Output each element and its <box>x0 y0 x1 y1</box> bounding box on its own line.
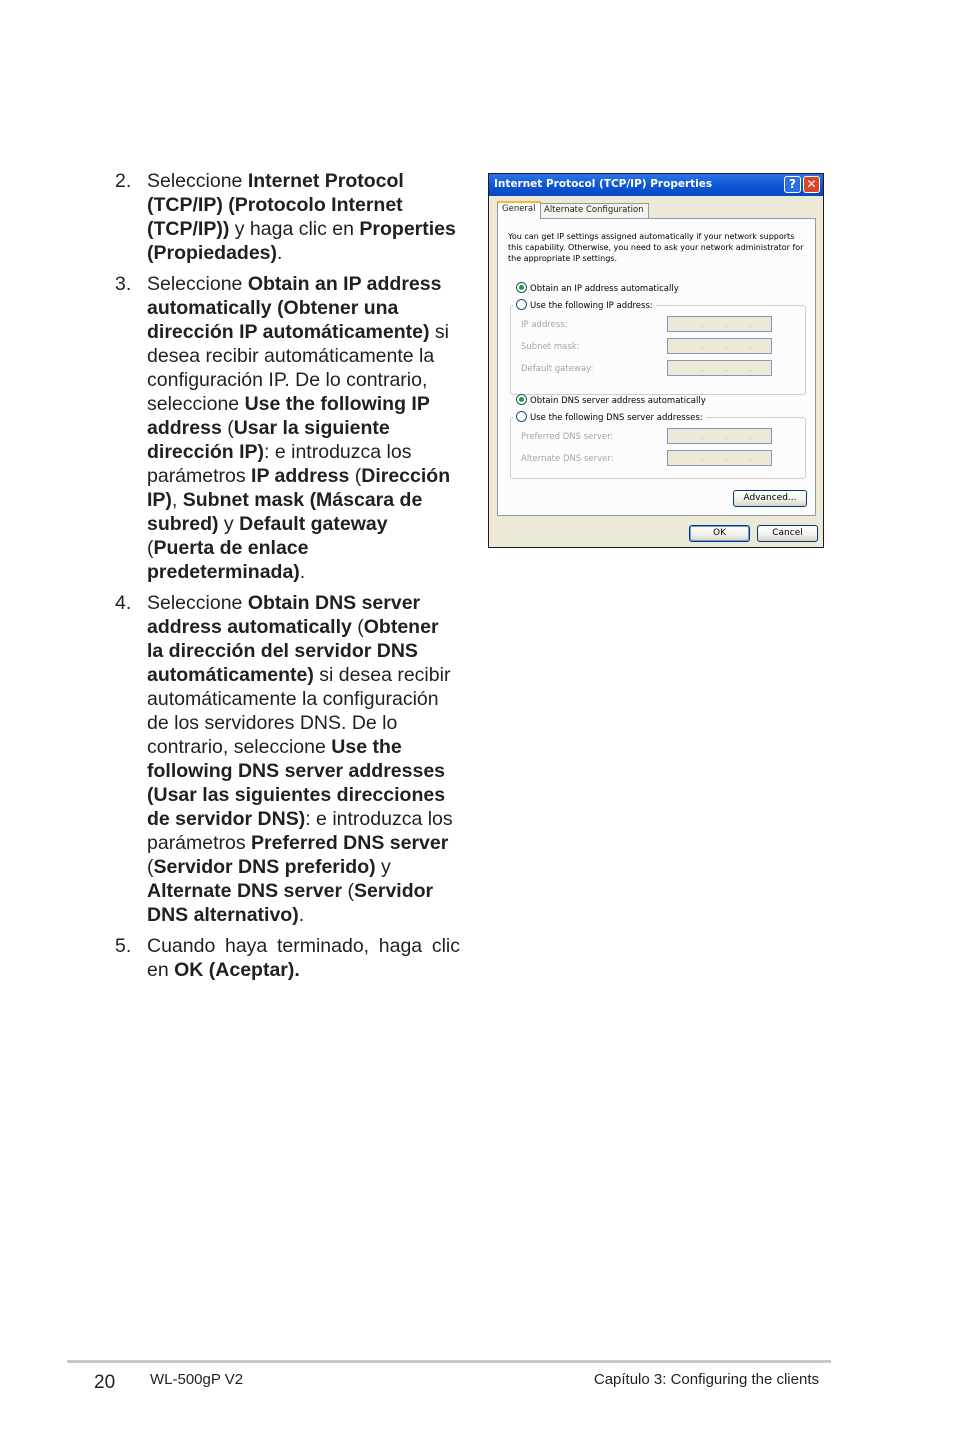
dialog-titlebar[interactable] <box>489 174 823 196</box>
step-text-run: Seleccione <box>147 170 248 192</box>
alternate-dns-label: Alternate DNS server: <box>521 454 614 464</box>
manual-ip-group <box>510 305 806 395</box>
bold-term: (Aceptar). <box>208 959 300 981</box>
radio-unchecked-icon[interactable] <box>516 411 527 422</box>
radio-checked-icon[interactable] <box>516 394 527 405</box>
preferred-dns-label: Preferred DNS server: <box>521 432 614 442</box>
default-gateway-label: Default gateway: <box>521 364 594 374</box>
cancel-button[interactable]: Cancel <box>757 525 818 542</box>
step-text-run: y <box>375 856 391 878</box>
manual-dns-group <box>510 417 806 479</box>
step-text <box>147 169 460 265</box>
radio-unchecked-icon[interactable] <box>516 299 527 310</box>
option-label: Obtain an IP address automatically <box>530 284 679 294</box>
radio-checked-icon[interactable] <box>516 282 527 293</box>
use-following-ip-option[interactable] <box>513 299 656 311</box>
step-text-run: Seleccione <box>147 592 248 614</box>
bold-term: Obtain DNS server address automatically <box>147 592 421 638</box>
instruction-list <box>112 169 460 989</box>
step-text-run: Cuando haya terminado, haga clic en <box>147 935 460 981</box>
bold-term: Alternate DNS server <box>147 880 343 902</box>
help-icon[interactable]: ? <box>784 176 801 193</box>
bold-term: Puerta de enlace predeterminada) <box>147 537 309 583</box>
step-text-run: y <box>218 513 240 535</box>
step-text-run: . <box>277 242 283 264</box>
bold-term: Obtener la dirección del servidor DNS automáticamente) <box>147 616 439 686</box>
step-text-run: . <box>298 904 305 926</box>
bold-term: (Protocolo Internet (TCP/IP)) <box>147 194 403 240</box>
step-text <box>147 272 460 584</box>
product-name: WL-500gP V2 <box>150 1371 244 1388</box>
step-item <box>112 169 460 265</box>
page-number: 20 <box>94 1372 116 1393</box>
step-text-run: si desea recibir automáticamente la configuración IP. De lo contrario, seleccione <box>147 321 449 415</box>
subnet-mask-input[interactable]: . . . <box>667 338 772 354</box>
option-label: Obtain DNS server address automatically <box>530 396 706 406</box>
chapter-title: Capítulo 3: Configuring the clients <box>593 1371 819 1388</box>
bold-term: (Obtener una dirección IP automáticamente) <box>147 297 430 343</box>
step-text-run: ( <box>147 537 154 559</box>
obtain-dns-auto-option[interactable] <box>516 394 706 406</box>
step-text-run: si desea recibir automáticamente la configuración de los servidores DNS. De lo contrario, seleccione <box>147 664 451 758</box>
bold-term: Servidor DNS alternativo) <box>147 880 434 926</box>
bold-term: Internet Protocol (TCP/IP) <box>147 170 404 216</box>
bold-term: Preferred DNS server <box>251 832 449 854</box>
step-number: 3. <box>115 273 132 295</box>
step-item <box>112 934 460 982</box>
step-text <box>147 591 460 927</box>
general-tab-panel <box>497 218 816 516</box>
footer-divider <box>67 1360 831 1363</box>
dialog-title: Internet Protocol (TCP/IP) Properties <box>494 178 713 190</box>
bold-term: Properties <box>359 218 456 240</box>
bold-term: (Propiedades) <box>147 242 278 264</box>
step-text-run: ( <box>221 417 234 439</box>
bold-term: (Usar las siguientes direcciones de servidor DNS) <box>147 784 446 830</box>
bold-term: Dirección IP) <box>147 465 451 511</box>
bold-term: Subnet mask <box>182 489 305 511</box>
option-label: Use the following DNS server addresses: <box>530 413 703 423</box>
bold-term: Servidor DNS preferido) <box>153 856 376 878</box>
step-number: 5. <box>115 935 132 957</box>
close-icon[interactable]: ✕ <box>803 176 820 193</box>
step-text-run: : e introduzca los parámetros <box>147 441 412 487</box>
bold-term: Usar la siguiente dirección IP) <box>147 417 390 463</box>
step-text-run: ( <box>147 856 154 878</box>
step-text-run: y haga clic en <box>229 218 360 240</box>
step-text-run: ( <box>349 465 362 487</box>
ip-address-label: IP address: <box>521 320 568 330</box>
step-text-run: : e introduzca los parámetros <box>147 808 453 854</box>
bold-term: Default gateway <box>239 513 388 535</box>
advanced-button[interactable]: Advanced... <box>733 490 807 507</box>
step-text-run: , <box>171 489 183 511</box>
step-item <box>112 591 460 927</box>
default-gateway-input[interactable]: . . . <box>667 360 772 376</box>
tab-general[interactable]: General <box>497 201 541 219</box>
subnet-mask-label: Subnet mask: <box>521 342 580 352</box>
bold-term: (Máscara de subred) <box>147 489 423 535</box>
step-text-run: ( <box>342 880 355 902</box>
option-label: Use the following IP address: <box>530 301 653 311</box>
step-item <box>112 272 460 584</box>
bold-term: IP address <box>251 465 350 487</box>
step-text-run: ( <box>351 616 364 638</box>
tcpip-properties-dialog <box>488 173 824 548</box>
ok-button[interactable]: OK <box>689 525 750 542</box>
settings-description: You can get IP settings assigned automatically if your network supports this capability. Otherwise, you need to ask your network administrator for the appropriate IP settings. <box>508 232 804 263</box>
bold-term: Obtain an IP address automatically <box>147 273 442 319</box>
bold-term: Use the following IP address <box>147 393 430 439</box>
step-text-run: Seleccione <box>147 273 248 295</box>
alternate-dns-input[interactable]: . . . <box>667 450 772 466</box>
obtain-ip-auto-option[interactable] <box>516 282 679 294</box>
step-number: 2. <box>115 170 132 192</box>
step-text <box>147 934 460 982</box>
ip-address-input[interactable]: . . . <box>667 316 772 332</box>
use-following-dns-option[interactable] <box>513 411 706 423</box>
bold-term: Use the following DNS server addresses <box>147 736 446 782</box>
step-text-run: . <box>299 561 306 583</box>
bold-term: OK <box>174 959 204 981</box>
tab-alternate-configuration[interactable]: Alternate Configuration <box>539 203 649 218</box>
preferred-dns-input[interactable]: . . . <box>667 428 772 444</box>
step-number: 4. <box>115 592 132 614</box>
